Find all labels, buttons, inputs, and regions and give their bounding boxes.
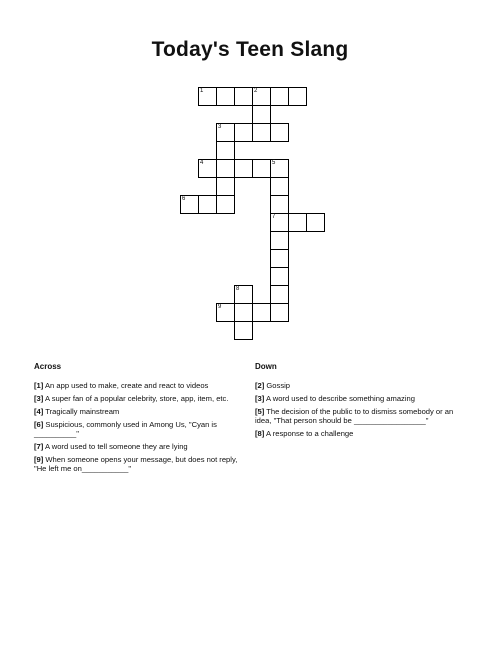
cell-number: 2 [254, 88, 258, 94]
clue-item [34, 381, 244, 390]
grid-cell[interactable] [306, 213, 325, 232]
clue-item [34, 407, 244, 416]
clue-number: [4] [34, 407, 44, 416]
grid-cell[interactable] [252, 159, 271, 178]
clue-number: [3] [34, 394, 44, 403]
across-clues [34, 362, 244, 477]
grid-cell[interactable] [288, 87, 307, 106]
grid-cell[interactable] [270, 159, 289, 178]
grid-cell[interactable] [198, 159, 217, 178]
clue-number: [8] [255, 429, 265, 438]
grid-cell[interactable] [216, 123, 235, 142]
grid-cell[interactable] [234, 285, 253, 304]
grid-cell[interactable] [288, 213, 307, 232]
grid-cell[interactable] [270, 87, 289, 106]
grid-cell[interactable] [270, 231, 289, 250]
grid-cell[interactable] [216, 87, 235, 106]
clue-item [34, 455, 244, 473]
grid-cell[interactable] [270, 177, 289, 196]
down-clues [255, 362, 465, 442]
down-heading: Down [255, 362, 277, 371]
clue-text: When someone opens your message, but does not reply, "He left me on___________" [34, 455, 238, 473]
clue-text: A response to a challenge [264, 429, 354, 438]
grid-cell[interactable] [252, 105, 271, 124]
grid-cell[interactable] [234, 87, 253, 106]
grid-cell[interactable] [270, 195, 289, 214]
cell-number: 8 [236, 286, 240, 292]
grid-cell[interactable] [234, 123, 253, 142]
clue-number: [7] [34, 442, 44, 451]
grid-cell[interactable] [234, 159, 253, 178]
grid-cell[interactable] [180, 195, 199, 214]
grid-cell[interactable] [252, 303, 271, 322]
cell-number: 1 [200, 88, 204, 94]
grid-cell[interactable] [270, 213, 289, 232]
clue-text: Tragically mainstream [43, 407, 120, 416]
clue-item [255, 381, 465, 390]
grid-cell[interactable] [198, 87, 217, 106]
puzzle-title: Today's Teen Slang [151, 38, 349, 61]
clue-number: [9] [34, 455, 44, 464]
clue-text: An app used to make, create and react to videos [43, 381, 209, 390]
clue-item [255, 394, 465, 403]
cell-number: 7 [272, 214, 276, 220]
down-clue-list [255, 381, 465, 438]
clue-item [255, 429, 465, 438]
cell-number: 4 [200, 160, 204, 166]
clue-number: [5] [255, 407, 265, 416]
cell-number: 3 [218, 124, 222, 130]
clue-text: A word used to tell someone they are lying [43, 442, 188, 451]
clue-item [34, 442, 244, 451]
clue-text: The decision of the public to to dismiss somebody or an idea, "That person should be _________________" [255, 407, 454, 425]
cell-number: 5 [272, 160, 276, 166]
clue-item [34, 420, 244, 438]
clue-text: A super fan of a popular celebrity, store, app, item, etc. [43, 394, 229, 403]
grid-cell[interactable] [198, 195, 217, 214]
across-heading: Across [34, 362, 62, 371]
clue-number: [6] [34, 420, 44, 429]
clue-text: Gossip [264, 381, 291, 390]
clue-number: [3] [255, 394, 265, 403]
clue-text: Suspicious, commonly used in Among Us, "Cyan is __________" [34, 420, 217, 438]
grid-cell[interactable] [216, 303, 235, 322]
grid-cell[interactable] [216, 141, 235, 160]
clue-item [34, 394, 244, 403]
clue-item [255, 407, 465, 425]
grid-cell[interactable] [234, 321, 253, 340]
grid-cell[interactable] [270, 123, 289, 142]
grid-cell[interactable] [270, 249, 289, 268]
clue-number: [2] [255, 381, 265, 390]
grid-cell[interactable] [216, 177, 235, 196]
cell-number: 9 [218, 304, 222, 310]
across-clue-list [34, 381, 244, 473]
cell-number: 6 [182, 196, 186, 202]
grid-cell[interactable] [216, 195, 235, 214]
grid-cell[interactable] [252, 87, 271, 106]
grid-cell[interactable] [270, 267, 289, 286]
clue-number: [1] [34, 381, 44, 390]
grid-cell[interactable] [216, 159, 235, 178]
clue-text: A word used to describe something amazing [264, 394, 415, 403]
grid-cell[interactable] [252, 123, 271, 142]
grid-cell[interactable] [234, 303, 253, 322]
grid-cell[interactable] [270, 285, 289, 304]
grid-cell[interactable] [270, 303, 289, 322]
